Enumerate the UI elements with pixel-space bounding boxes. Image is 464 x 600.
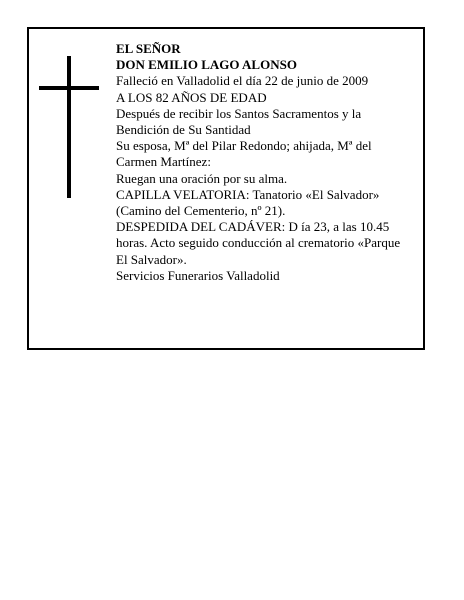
funeral-services-line: Servicios Funerarios Valladolid [116,267,280,283]
prayer-line: Ruegan una oración por su alma. [116,170,288,186]
notice-text [116,41,416,284]
age-line: A LOS 82 AÑOS DE EDAD [116,89,267,105]
chapel-line-1: CAPILLA VELATORIA: Tanatorio «El Salvador» [116,186,380,202]
notice-heading-title: EL SEÑOR [116,41,181,56]
deceased-name: DON EMILIO LAGO ALONSO [116,57,297,73]
farewell-line-2: horas. Acto seguido conducción al crematorio «Parque [116,235,401,251]
farewell-line-1: DESPEDIDA DEL CADÁVER: D ía 23, a las 10.45 [116,219,390,235]
cross-vertical-bar [67,56,71,198]
chapel-line-2: (Camino del Cementerio, nº 21). [116,203,286,219]
family-line-1: Su esposa, Mª del Pilar Redondo; ahijada, Mª del [116,138,372,154]
sacraments-line-2: Bendición de Su Santidad [116,122,251,138]
cross-horizontal-bar [39,86,99,90]
obituary-notice [27,27,425,350]
cross-icon [29,29,109,229]
sacraments-line-1: Después de recibir los Santos Sacramentos y la [116,105,362,121]
death-date-line: Falleció en Valladolid el día 22 de junio de 2009 [116,73,369,89]
family-line-2: Carmen Martínez: [116,154,211,170]
farewell-line-3: El Salvador». [116,251,187,267]
